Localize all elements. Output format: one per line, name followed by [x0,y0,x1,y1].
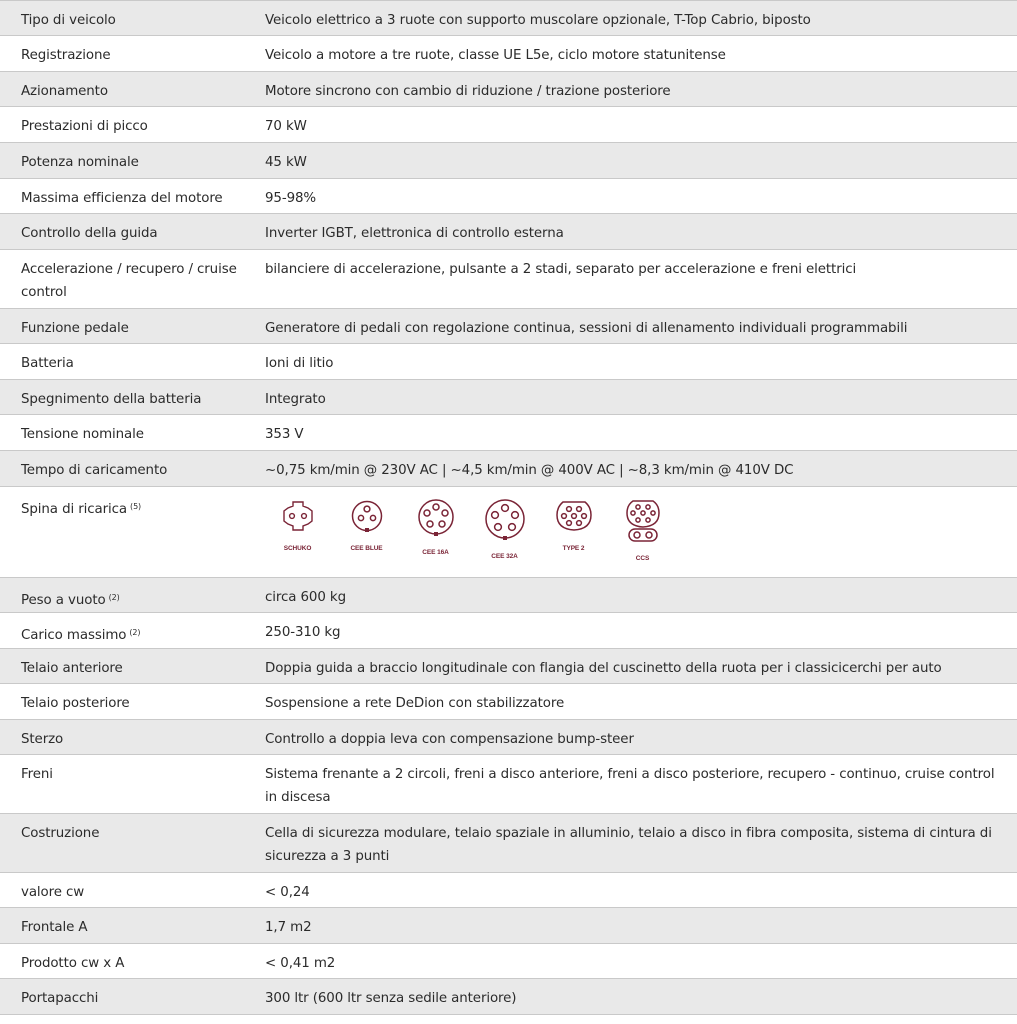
spec-row-rear-frame [0,684,1017,720]
schuko-plug-icon [281,499,315,533]
spec-label: Telaio anteriore [21,661,123,676]
plug-label: CCS [635,555,650,562]
spec-row-cw-x-a [0,944,1017,979]
spec-value: Sospensione a rete DeDion con stabilizzatore [265,696,565,711]
spec-row-peak-performance [0,107,1017,143]
spec-value: 353 V [265,427,304,442]
spec-row-charging-time [0,451,1017,487]
spec-row-pedal-function [0,309,1017,344]
spec-value: Generatore di pedali con regolazione continua, sessioni di allenamento individuali programmabili [265,321,908,336]
spec-row-empty-weight [0,578,1017,613]
spec-label: Telaio posteriore [21,696,130,711]
plug-label: SCHUKO [283,545,312,552]
spec-label: Portapacchi [21,991,99,1006]
spec-label: Funzione pedale [21,321,129,336]
spec-value: 95-98% [265,191,317,206]
footnote-ref: (2) [129,628,141,637]
spec-value: Motore sincrono con cambio di riduzione / trazione posteriore [265,84,671,99]
spec-row-registration [0,36,1017,72]
spec-label: Registrazione [21,48,111,63]
spec-value: < 0,41 m2 [265,956,336,971]
plug-cee-blue [332,499,401,570]
spec-row-acceleration [0,250,1017,309]
spec-value: 300 ltr (600 ltr senza sedile anteriore) [265,991,517,1006]
spec-label: valore cw [21,885,85,900]
plug-icons [265,487,1017,577]
spec-row-frontal-area [0,908,1017,944]
spec-value: bilanciere di accelerazione, pulsante a 2 stadi, separato per accelerazione e freni elettrici [265,262,857,277]
spec-label [0,613,265,648]
spec-row-charging-plug [0,487,1017,578]
spec-label: Frontale A [21,920,88,935]
spec-value: 45 kW [265,155,307,170]
plug-label: TYPE 2 [562,545,585,552]
spec-label: Tensione nominale [21,427,144,442]
spec-value: circa 600 kg [265,590,346,605]
spec-row-luggage [0,979,1017,1015]
spec-row-steering [0,720,1017,755]
spec-row-max-load [0,613,1017,649]
spec-value: Inverter IGBT, elettronica di controllo esterna [265,226,564,241]
spec-value: ~0,75 km/min @ 230V AC | ~4,5 km/min @ 400V AC | ~8,3 km/min @ 410V DC [265,463,794,478]
spec-label: Spegnimento della batteria [21,392,202,407]
spec-row-battery-shutdown [0,380,1017,415]
spec-label: Tipo di veicolo [21,13,116,28]
spec-label: Massima efficienza del motore [21,191,223,206]
plug-cee-32a [470,499,539,570]
spec-row-cw-value [0,873,1017,908]
plug-schuko [263,499,332,570]
spec-label-text: Peso a vuoto [21,593,106,608]
spec-row-motor-efficiency [0,179,1017,214]
plug-label: CEE BLUE [350,545,383,552]
spec-label: Sterzo [21,732,64,747]
spec-value: Veicolo elettrico a 3 ruote con supporto muscolare opzionale, T-Top Cabrio, biposto [265,13,811,28]
ccs-plug-icon [625,499,661,543]
plug-cee-16a [401,499,470,570]
spec-row-nominal-power [0,143,1017,179]
spec-label: Prestazioni di picco [21,119,148,134]
footnote-ref: (5) [130,502,142,511]
spec-value: Sistema frenante a 2 circoli, freni a disco anteriore, freni a disco posteriore, recupero - continuo, cruise control in discesa [265,767,995,805]
spec-row-battery [0,344,1017,380]
spec-value: 70 kW [265,119,307,134]
spec-row-drive [0,72,1017,107]
spec-value: Doppia guida a braccio longitudinale con flangia del cuscinetto della ruota per i classicicerchi per auto [265,661,942,676]
spec-label [0,487,265,577]
spec-value: Cella di sicurezza modulare, telaio spaziale in alluminio, telaio a disco in fibra composita, sistema di cintura di sicurezza a 3 punti [265,826,992,864]
spec-value: Ioni di litio [265,356,334,371]
spec-label: Azionamento [21,84,108,99]
spec-value: Integrato [265,392,326,407]
type2-plug-icon [555,499,593,533]
plug-ccs [608,499,677,570]
spec-value: 1,7 m2 [265,920,312,935]
spec-row-construction [0,814,1017,873]
spec-row-front-frame [0,649,1017,684]
spec-value: Controllo a doppia leva con compensazione bump-steer [265,732,634,747]
spec-row-brakes [0,755,1017,814]
plug-label: CEE 16A [422,549,449,556]
spec-row-vehicle-type [0,1,1017,36]
charging-plug-label: Spina di ricarica [21,502,128,517]
spec-value: Veicolo a motore a tre ruote, classe UE L5e, ciclo motore statunitense [265,48,726,63]
spec-label: Batteria [21,356,74,371]
cee-16a-plug-icon [416,499,456,537]
spec-label: Controllo della guida [21,226,158,241]
spec-label: Prodotto cw x A [21,956,125,971]
spec-row-drive-control [0,214,1017,250]
spec-label: Costruzione [21,826,100,841]
footnote-ref: (2) [108,593,120,602]
spec-label: Potenza nominale [21,155,139,170]
spec-label: Accelerazione / recupero / cruise control [21,262,237,300]
spec-value: < 0,24 [265,885,310,900]
spec-row-nominal-voltage [0,415,1017,451]
spec-label: Tempo di caricamento [21,463,168,478]
spec-label-text: Carico massimo [21,628,127,643]
cee-32a-plug-icon [483,499,527,541]
plug-label: CEE 32A [491,553,518,560]
cee-blue-plug-icon [350,499,384,533]
spec-label: Freni [21,767,53,782]
plug-type2 [539,499,608,570]
spec-label [0,578,265,612]
spec-value: 250-310 kg [265,625,341,640]
